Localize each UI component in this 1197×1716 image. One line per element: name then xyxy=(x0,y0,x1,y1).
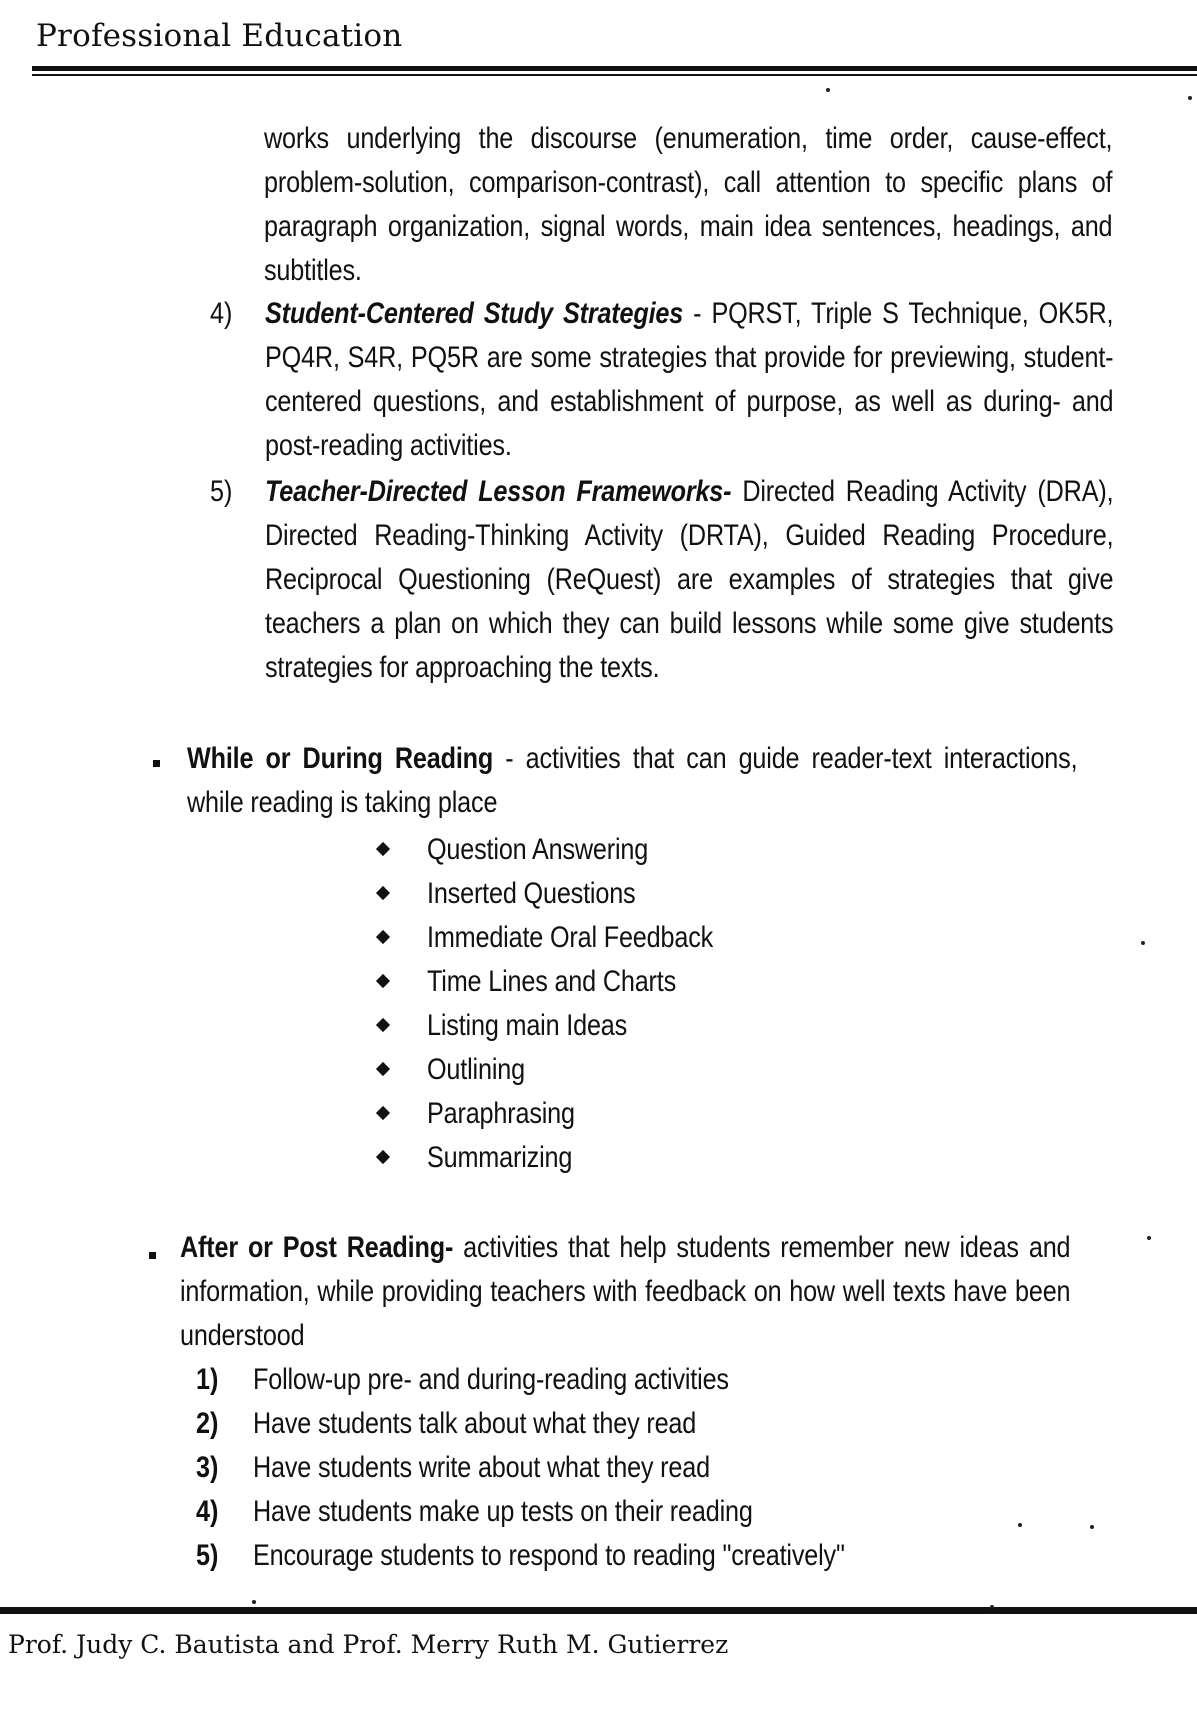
post-reading-bullet-icon xyxy=(149,1252,156,1259)
post-item-text: Have students write about what they read xyxy=(253,1451,710,1484)
footer-authors: Prof. Judy C. Bautista and Prof. Merry Ruth M. Gutierrez xyxy=(8,1630,729,1659)
post-item-text: Follow-up pre- and during-reading activities xyxy=(253,1363,729,1396)
item-5-number: 5) xyxy=(210,475,233,508)
list-item: Listing main Ideas xyxy=(427,1009,628,1042)
item-5-block xyxy=(265,470,1113,690)
item-4-title: Student-Centered Study Strategies xyxy=(265,297,684,330)
diamond-bullet-icon xyxy=(376,1150,390,1164)
post-item-number: 3) xyxy=(196,1451,219,1484)
scan-speck xyxy=(1188,96,1192,100)
post-item-text: Have students make up tests on their reading xyxy=(253,1495,753,1528)
post-reading-title: After or Post Reading- xyxy=(180,1231,454,1264)
list-item: Time Lines and Charts xyxy=(427,965,677,998)
header-rule-thin xyxy=(32,74,1197,76)
post-reading-block xyxy=(180,1226,1070,1358)
diamond-bullet-icon xyxy=(376,1106,390,1120)
scan-speck xyxy=(1147,1236,1151,1240)
during-reading-block xyxy=(187,737,1077,825)
list-item: Summarizing xyxy=(427,1141,573,1174)
diamond-bullet-icon xyxy=(376,842,390,856)
scan-speck xyxy=(990,1605,994,1609)
diamond-bullet-icon xyxy=(376,930,390,944)
post-item-number: 4) xyxy=(196,1495,219,1528)
item-5-title: Teacher-Directed Lesson Frameworks- xyxy=(265,475,732,508)
list-item: Paraphrasing xyxy=(427,1097,575,1130)
item-4-block xyxy=(265,292,1113,468)
post-item-number: 5) xyxy=(196,1539,219,1572)
header-rule-thick xyxy=(32,66,1197,71)
scan-speck xyxy=(1090,1525,1094,1529)
list-item: Inserted Questions xyxy=(427,877,636,910)
post-item-number: 1) xyxy=(196,1363,219,1396)
list-item: Question Answering xyxy=(427,833,649,866)
diamond-bullet-icon xyxy=(376,886,390,900)
post-item-text: Encourage students to respond to reading "creatively" xyxy=(253,1539,845,1572)
post-reading-text: activities that help students remember new ideas and information, while providing teachers with feedback on how well texts have been understood xyxy=(180,1231,1071,1352)
during-reading-bullet-icon xyxy=(153,760,160,767)
page-header-title: Professional Education xyxy=(36,18,403,54)
item-4-number: 4) xyxy=(210,297,233,330)
diamond-bullet-icon xyxy=(376,1062,390,1076)
during-reading-title: While or During Reading xyxy=(187,742,494,775)
post-item-text: Have students talk about what they read xyxy=(253,1407,697,1440)
list-item: Outlining xyxy=(427,1053,525,1086)
item-5-text: Directed Reading Activity (DRA), Directed Reading-Thinking Activity (DRTA), Guided Reading Procedure, Reciprocal Questioning (ReQuest) are examples of strategies that give teachers a plan on which they can build lessons while some give students strategies for approaching the texts. xyxy=(265,475,1114,684)
scan-speck xyxy=(252,1600,256,1604)
scan-speck xyxy=(1018,1523,1022,1527)
post-item-number: 2) xyxy=(196,1407,219,1440)
list-item: Immediate Oral Feedback xyxy=(427,921,714,954)
scan-speck xyxy=(1141,941,1145,945)
diamond-bullet-icon xyxy=(376,974,390,988)
item-4-text: - PQRST, Triple S Technique, OK5R, PQ4R, S4R, PQ5R are some strategies that provide for previewing, student-centered questions, and establishment of purpose, as well as during- and post-reading activities. xyxy=(265,297,1114,462)
diamond-bullet-icon xyxy=(376,1018,390,1032)
footer-rule xyxy=(0,1607,1197,1614)
continuation-paragraph: works underlying the discourse (enumeration, time order, cause-effect, problem-solution, comparison-contrast), call attention to specific plans of paragraph organization, signal words, main idea sentences, headings, and subtitles. xyxy=(264,122,1113,287)
scan-speck xyxy=(826,88,830,92)
during-reading-text: - activities that can guide reader-text interactions, while reading is taking place xyxy=(187,742,1078,819)
